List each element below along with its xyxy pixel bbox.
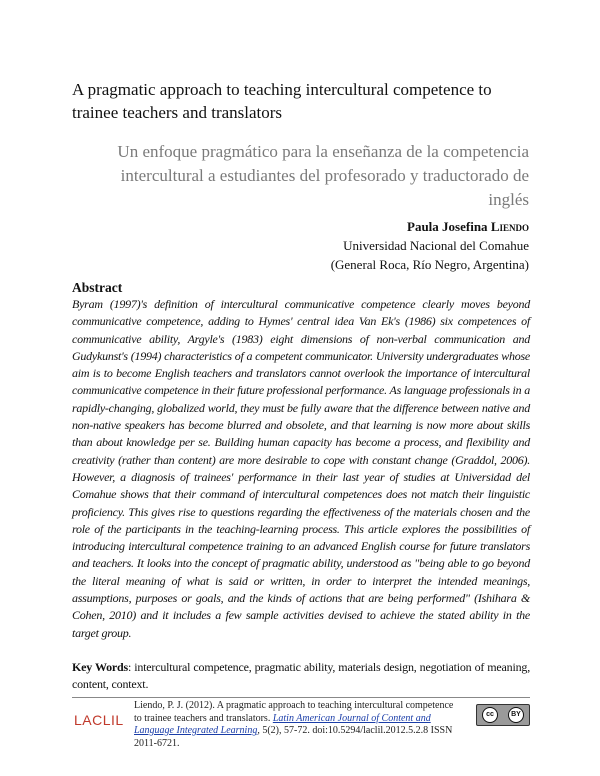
paper-title-english: A pragmatic approach to teaching intercultural competence to trainee teachers and translators: [72, 80, 492, 122]
cc-icon: cc: [482, 707, 498, 723]
abstract-body: Byram (1997)'s definition of intercultural communicative competence clearly moves beyond communicative competence, adding to Hymes' central idea Van Ek's (1986) six competences of communicative ability, Argyle's (1983) eight dimensions of non-verbal communication and Gudykunst's (1994) characteristics of a competent communicator. University undergraduates whose aim is to become English teachers and translators cannot overlook the importance of intercultural communicative competence in their future professional performance. As language professionals in a rapidly-changing, globalized world, they must be fully aware that the difference between native and non-native speakers has become blurred and obsolete, and that learning is now more about skills than about knowledge per se. Building human capacity has become a process, and flexibility and creativity (rather than content) are more desirable to cope with constant change (Graddol, 2006). However, a diagnosis of trainees' performance in their last year of studies at Universidad del Comahue shows that their command of intercultural competences does not match their linguistic proficiency. This gives rise to questions regarding the effectiveness of the materials chosen and the role of the participants in the teaching-learning process. This article explores the possibilities of introducing intercultural competence training to an advanced English course for future translators and teachers. It looks into the concept of pragmatic ability, understood as "being able to go beyond the literal meaning of what is said or written, in order to interpret the intended meanings, assumptions, purposes or goals, and the kinds of actions that are being performed" (Ishihara & Cohen, 2010) and it includes a few sample activities devised to achieve the stated ability in the target group.: [72, 297, 530, 640]
attribution-icon: BY: [508, 707, 524, 723]
author-affiliation: Universidad Nacional del Comahue: [343, 238, 529, 253]
keywords-paragraph: [72, 659, 530, 693]
abstract-heading: Abstract: [72, 280, 123, 295]
journal-link[interactable]: Latin American Journal of Content and Language Integrated Learning: [134, 712, 431, 736]
keywords-text: : intercultural competence, pragmatic ability, materials design, negotiation of meaning, content, context.: [72, 660, 531, 691]
author-block: [250, 217, 529, 274]
citation-text-pre: Liendo, P. J. (2012). A pragmatic approach to teaching intercultural competence to trainee teachers and translators.: [134, 700, 454, 724]
paper-title-spanish: Un enfoque pragmático para la enseñanza de la competencia intercultural a estudiantes del profesorado y traductorado de inglés: [117, 142, 529, 209]
author-name: [250, 217, 529, 236]
author-location: (General Roca, Río Negro, Argentina): [330, 257, 529, 272]
author-first-names: Paula Josefina: [407, 219, 491, 234]
creative-commons-license-badge[interactable]: [476, 704, 530, 726]
citation-footer: [134, 700, 459, 750]
keywords-label: Key Words: [72, 660, 128, 674]
laclil-logo: LACLIL: [74, 712, 124, 728]
footer-divider: [72, 697, 530, 698]
citation-text-post: , 5(2), 57-72. doi:10.5294/laclil.2012.5.2.8 ISSN 2011-6721.: [134, 725, 453, 749]
author-surname: Liendo: [490, 219, 529, 234]
